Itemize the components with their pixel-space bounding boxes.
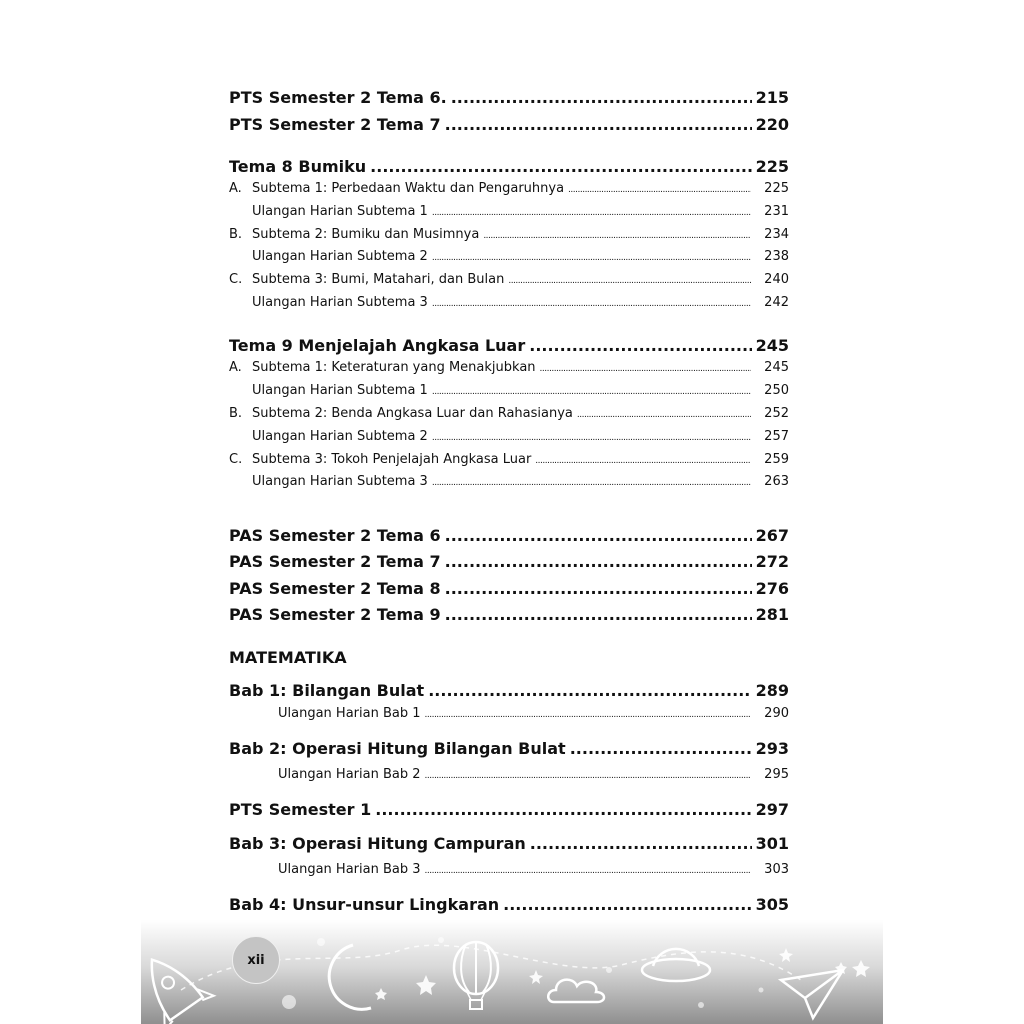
toc-entry[interactable]	[229, 526, 789, 545]
toc-entry-page: 293	[755, 739, 789, 758]
toc-subentry-prefix: B.	[229, 406, 243, 421]
leader-dots	[529, 336, 751, 355]
toc-entry-page: 245	[755, 336, 789, 355]
toc-subentry-title: Ulangan Harian Subtema 1	[252, 383, 428, 398]
toc-entry-title: PTS Semester 2 Tema 7	[229, 115, 441, 134]
toc-subentry[interactable]	[229, 360, 789, 375]
toc-entry-title: Bab 3: Operasi Hitung Campuran	[229, 834, 526, 853]
toc-subentry-page: 240	[764, 272, 789, 287]
toc-entry-title: Bab 1: Bilangan Bulat	[229, 681, 425, 700]
toc-entry[interactable]	[229, 552, 789, 571]
toc-subentry[interactable]	[229, 295, 789, 310]
leader-dots	[508, 272, 751, 287]
toc-entry-title: Tema 9 Menjelajah Angkasa Luar	[229, 336, 526, 355]
toc-entry-title: PTS Semester 2 Tema 6.	[229, 88, 447, 107]
toc-subentry-page: 257	[764, 429, 789, 444]
toc-entry-page: 215	[755, 88, 789, 107]
toc-subentry-page: 234	[764, 227, 789, 242]
hot-air-balloon-icon	[454, 942, 498, 1009]
toc-subentry[interactable]	[229, 452, 789, 467]
toc-entry-page: 289	[755, 681, 789, 700]
toc-subentry-page: 225	[764, 181, 789, 196]
leader-dots	[432, 429, 751, 444]
toc-entry-page: 297	[755, 800, 789, 819]
rocket-icon	[141, 942, 214, 1024]
toc-entry-title: Bab 4: Unsur-unsur Lingkaran	[229, 895, 500, 914]
leader-dots	[445, 526, 752, 545]
toc-subentry-page: 259	[764, 452, 789, 467]
toc-entry[interactable]	[229, 579, 789, 598]
toc-subentry-title: Subtema 3: Tokoh Penjelajah Angkasa Luar	[252, 452, 532, 467]
toc-entry[interactable]	[229, 895, 789, 914]
toc-subentry-page: 245	[764, 360, 789, 375]
toc-entry-page: 281	[755, 605, 789, 624]
star-icon	[250, 937, 870, 1009]
toc-entry-page: 220	[755, 115, 789, 134]
toc-subentry-page: 295	[764, 767, 789, 782]
page-number-badge: xii	[232, 936, 280, 984]
leader-dots	[568, 181, 751, 196]
toc-entry-title: PAS Semester 2 Tema 7	[229, 552, 441, 571]
toc-entry[interactable]	[229, 88, 789, 107]
leader-dots	[425, 862, 752, 877]
toc-entry[interactable]	[229, 800, 789, 819]
toc-subentry-title: Subtema 2: Bumiku dan Musimnya	[252, 227, 480, 242]
toc-subentry-prefix: C.	[229, 272, 243, 287]
toc-subentry-title: Ulangan Harian Bab 1	[278, 706, 421, 721]
toc-entry[interactable]	[229, 157, 789, 176]
toc-subentry[interactable]	[229, 383, 789, 398]
toc-entry[interactable]	[229, 739, 789, 758]
toc-subentry[interactable]	[229, 406, 789, 421]
toc-entry-title: PAS Semester 2 Tema 9	[229, 605, 441, 624]
leader-dots	[432, 204, 751, 219]
toc-subentry-title: Ulangan Harian Subtema 2	[252, 249, 428, 264]
leader-dots	[483, 227, 751, 242]
toc-entry-title: Tema 8 Bumiku	[229, 157, 367, 176]
toc-subentry[interactable]	[278, 767, 789, 782]
toc-subentry-page: 242	[764, 295, 789, 310]
toc-entry[interactable]	[229, 605, 789, 624]
leader-dots	[432, 474, 751, 489]
toc-subentry-prefix: A.	[229, 181, 242, 196]
toc-subentry-title: Subtema 1: Keteraturan yang Menakjubkan	[252, 360, 536, 375]
leader-dots	[530, 834, 752, 853]
toc-subentry-title: Ulangan Harian Subtema 3	[252, 295, 428, 310]
leader-dots	[535, 452, 751, 467]
toc-subentry-page: 250	[764, 383, 789, 398]
leader-dots	[425, 767, 752, 782]
toc-subentry[interactable]	[229, 181, 789, 196]
toc-entry-title: PTS Semester 1	[229, 800, 372, 819]
leader-dots	[445, 552, 752, 571]
toc-entry-page: 267	[755, 526, 789, 545]
cloud-icon	[548, 980, 604, 1002]
toc-entry-page: 272	[755, 552, 789, 571]
toc-subentry-title: Ulangan Harian Subtema 2	[252, 429, 428, 444]
toc-subentry-title: Ulangan Harian Subtema 1	[252, 204, 428, 219]
toc-subentry-page: 290	[764, 706, 789, 721]
toc-subentry-title: Subtema 2: Benda Angkasa Luar dan Rahasianya	[252, 406, 573, 421]
toc-subentry-prefix: C.	[229, 452, 243, 467]
toc-subentry[interactable]	[229, 227, 789, 242]
planet-icon	[642, 949, 710, 981]
toc-subentry-page: 238	[764, 249, 789, 264]
crescent-moon-icon	[329, 945, 371, 1009]
toc-subentry[interactable]	[229, 429, 789, 444]
toc-subentry-title: Subtema 1: Perbedaan Waktu dan Pengaruhnya	[252, 181, 565, 196]
toc-subentry-page: 263	[764, 474, 789, 489]
toc-entry-page: 305	[755, 895, 789, 914]
leader-dots	[425, 706, 752, 721]
toc-subentry[interactable]	[229, 474, 789, 489]
toc-entry[interactable]	[229, 681, 789, 700]
toc-entry-page: 301	[755, 834, 789, 853]
toc-subentry[interactable]	[229, 249, 789, 264]
toc-subentry[interactable]	[229, 204, 789, 219]
toc-subentry-title: Ulangan Harian Bab 2	[278, 767, 421, 782]
toc-subentry-title: Ulangan Harian Subtema 3	[252, 474, 428, 489]
toc-subentry-page: 252	[764, 406, 789, 421]
toc-subentry-page: 303	[764, 862, 789, 877]
leader-dots	[428, 681, 751, 700]
leader-dots	[375, 800, 751, 819]
toc-entry[interactable]	[229, 834, 789, 853]
toc-entry[interactable]	[229, 336, 789, 355]
leader-dots	[370, 157, 751, 176]
leader-dots	[432, 249, 751, 264]
toc-entry-page: 276	[755, 579, 789, 598]
paper-plane-icon	[781, 970, 843, 1018]
leader-dots	[432, 295, 751, 310]
toc-subentry-title: Ulangan Harian Bab 3	[278, 862, 421, 877]
leader-dots	[432, 383, 751, 398]
toc-entry-title: PAS Semester 2 Tema 6	[229, 526, 441, 545]
toc-entry[interactable]	[229, 115, 789, 134]
section-heading: MATEMATIKA	[229, 648, 347, 667]
leader-dots	[540, 360, 751, 375]
toc-entry-title: PAS Semester 2 Tema 8	[229, 579, 441, 598]
leader-dots	[445, 605, 752, 624]
toc-subentry[interactable]	[278, 706, 789, 721]
toc-subentry-prefix: B.	[229, 227, 243, 242]
toc-subentry-prefix: A.	[229, 360, 242, 375]
leader-dots	[451, 88, 752, 107]
leader-dots	[445, 115, 752, 134]
toc-subentry[interactable]	[229, 272, 789, 287]
leader-dots	[445, 579, 752, 598]
leader-dots	[503, 895, 751, 914]
toc-subentry-title: Subtema 3: Bumi, Matahari, dan Bulan	[252, 272, 505, 287]
toc-subentry[interactable]	[278, 862, 789, 877]
toc-subentry-page: 231	[764, 204, 789, 219]
leader-dots	[570, 739, 752, 758]
toc-entry-title: Bab 2: Operasi Hitung Bilangan Bulat	[229, 739, 566, 758]
leader-dots	[577, 406, 751, 421]
toc-entry-page: 225	[755, 157, 789, 176]
